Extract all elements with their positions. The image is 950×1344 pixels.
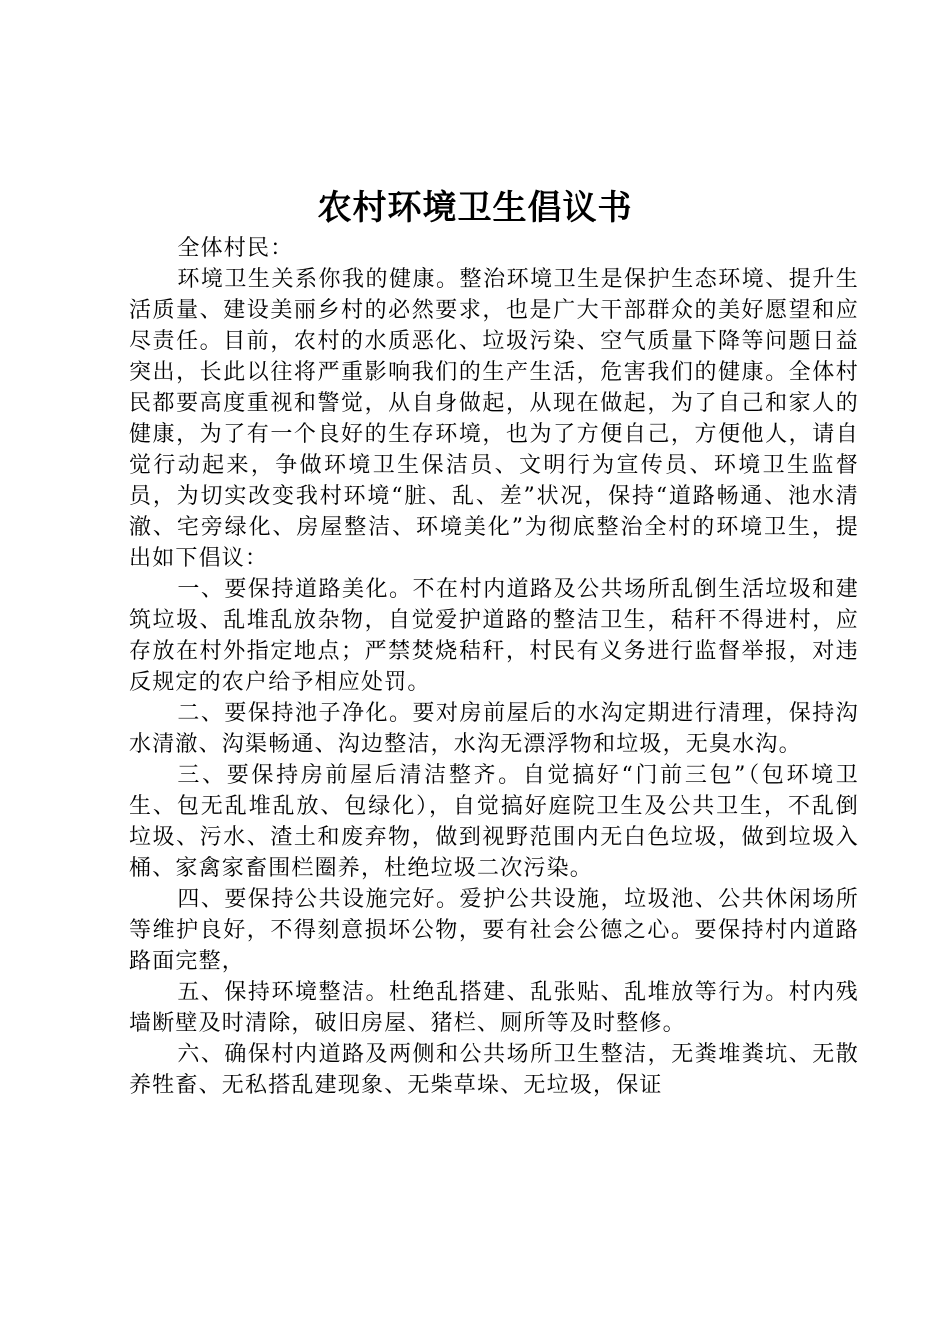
paragraph-proposal-2: 二、要保持池子净化。要对房前屋后的水沟定期进行清理，保持沟水清澈、沟渠畅通、沟边整洁，水沟无漂浮物和垃圾，无臭水沟。 xyxy=(129,701,859,757)
salutation: 全体村民： xyxy=(177,236,294,261)
document-title: 农村环境卫生倡议书 xyxy=(317,188,633,228)
paragraph-proposal-3: 三、要保持房前屋后清洁整齐。自觉搞好“门前三包”（包环境卫生、包无乱堆乱放、包绿化），自觉搞好庭院卫生及公共卫生，不乱倒垃圾、污水、渣土和废弃物，做到视野范围内无白色垃圾，做到垃圾入桶、家禽家畜围栏圈养，杜绝垃圾二次污染。 xyxy=(129,763,859,881)
document-body xyxy=(129,233,859,1101)
paragraph-intro: 环境卫生关系你我的健康。整治环境卫生是保护生态环境、提升生活质量、建设美丽乡村的必然要求，也是广大干部群众的美好愿望和应尽责任。目前，农村的水质恶化、垃圾污染、空气质量下降等问题日益突出，长此以往将严重影响我们的生产生活，危害我们的健康。全体村民都要高度重视和警觉，从自身做起，从现在做起，为了自己和家人的健康，为了有一个良好的生存环境，也为了方便自己，方便他人，请自觉行动起来，争做环境卫生保洁员、文明行为宣传员、环境卫生监督员，为切实改变我村环境“脏、乱、差”状况，保持“道路畅通、池水清澈、宅旁绿化、房屋整洁、环境美化”为彻底整治全村的环境卫生，提出如下倡议： xyxy=(129,267,859,571)
paragraph-proposal-6: 六、确保村内道路及两侧和公共场所卫生整洁，无粪堆粪坑、无散养牲畜、无私搭乱建现象、无柴草垛、无垃圾，保证 xyxy=(129,1042,859,1098)
paragraph-proposal-5: 五、保持环境整洁。杜绝乱搭建、乱张贴、乱堆放等行为。村内残墙断壁及时清除，破旧房屋、猪栏、厕所等及时整修。 xyxy=(129,980,859,1036)
paragraph-proposal-1: 一、要保持道路美化。不在村内道路及公共场所乱倒生活垃圾和建筑垃圾、乱堆乱放杂物，自觉爱护道路的整洁卫生，秸秆不得进村，应存放在村外指定地点；严禁焚烧秸秆，村民有义务进行监督举报，对违反规定的农户给予相应处罚。 xyxy=(129,577,859,695)
paragraph-proposal-4: 四、要保持公共设施完好。爱护公共设施，垃圾池、公共休闲场所等维护良好，不得刻意损坏公物，要有社会公德之心。要保持村内道路路面完整， xyxy=(129,887,859,974)
